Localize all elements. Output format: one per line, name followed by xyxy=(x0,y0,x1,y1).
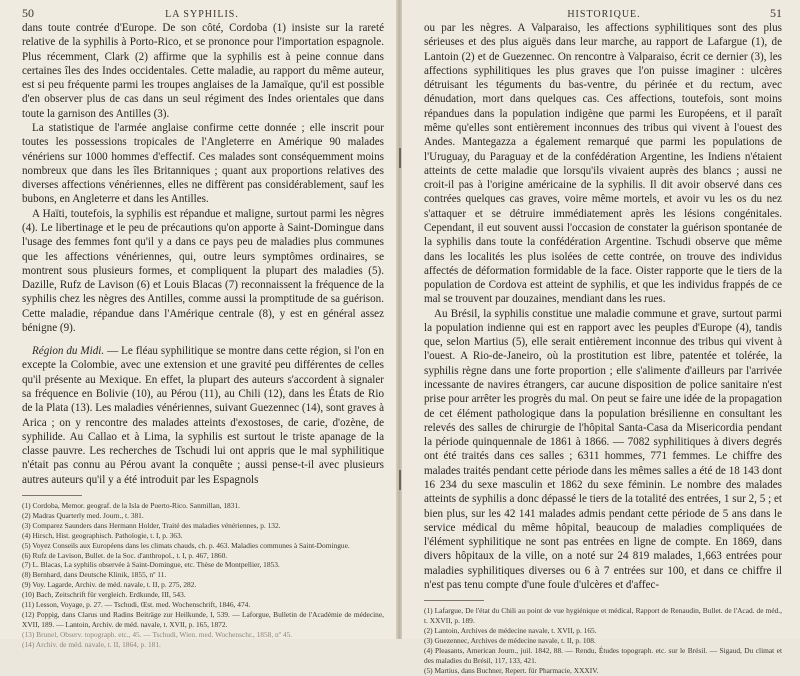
right-page-number: 51 xyxy=(769,6,782,20)
footnote: (7) L. Blacas, La syphilis observée à Saint-Domingue, etc. Thèse de Montpellier, 1853. xyxy=(22,560,280,570)
gutter-mark xyxy=(399,470,401,490)
footnote: (4) Pleasants, American Journ., juil. 1842, 88. — Rendu, Études topograph. etc. sur le Brésil. — Sigaud, Du climat et des maladies du Brésil, 117, 133, 421. xyxy=(424,645,782,665)
right-running-head xyxy=(424,6,782,20)
right-body xyxy=(424,21,782,592)
footnote: (3) Comparez Saunders dans Hermann Holder, Traité des maladies vénériennes, p. 132. xyxy=(22,520,281,530)
footnote: (10) Bach, Zeitschrift für vergleich. Erdkunde, III, 543. xyxy=(22,590,186,600)
footnote: (3) Guezennec, Archives de médecine navale, t. II, p. 108. xyxy=(424,635,596,645)
left-paragraph: dans toute contrée d'Europe. De son côté, Cordoba (1) insiste sur la rareté relative de la syphilis à Porto-Rico, et se prononce pour l'importation espagnole. Plus récemment, Clark (2) affirme que la syphilis est à peine connue dans certaines îles des Indes occidentales. Cette maladie, au rapport du même auteur, est si peu fréquente parmi les troupes anglaises de la Jamaïque, qu'il est possible d'en observer plus de cas dans un seul régiment des Indes orientales que dans toute la garnison des Antilles (3). xyxy=(22,22,384,120)
left-paragraph: La statistique de l'armée anglaise confirme cette donnée ; elle inscrit pour toutes les possessions tropicales de l'Angleterre en Amérique 90 malades vénériens sur 1000 hommes d'effectif. Ces malades sont conséquemment moins nombreux que dans les îles Britanniques ; quant aux proportions relatives des diverses affections vénériennes, elles ne diffèrent pas considérablement, sauf les bubons, en Angleterre et dans les Antilles. xyxy=(22,121,384,206)
left-page-number: 50 xyxy=(22,6,34,20)
left-page xyxy=(0,0,398,649)
footnote-rule xyxy=(22,495,82,496)
footnote: (8) Bernhard, dans Deutsche Klinik, 1855, nº 11. xyxy=(22,570,167,580)
section-rubric: Région du Midi. xyxy=(32,345,105,358)
footnote: (9) Voy. Lagarde, Archiv. de méd. navale, t. II, p. 275, 282. xyxy=(22,580,197,590)
footnote: (5) Martius, dans Buchner, Repert. für Pharmacie, XXXIV. xyxy=(424,665,599,675)
footnote: (6) Rufz de Lavison, Bullet. de la Soc. d'anthropol., t. I, p. 467, 1860. xyxy=(22,550,228,560)
footnote: (11) Lesson, Voyage, p. 27. — Tschudi, Œst. med. Wochenschrift, 1846, 474. xyxy=(22,600,251,610)
right-running-title: HISTORIQUE. xyxy=(567,9,641,20)
right-paragraph: Au Brésil, la syphilis constitue une maladie commune et grave, surtout parmi la population indienne qui est en rapport avec les peuples d'Europe (4), tandis que, selon Martius (5), elle serait entièrement inconnue des tribus qui vivent à l'ouest. A Rio-de-Janeiro, où la prostitution est libre, patentée et tolérée, la syphilis règne dans une forte proportion ; elle s'alimente d'ailleurs par l'arrivée incessante de navires étrangers, car aucune disposition de police sanitaire n'est prise pour arrêter les progrès du mal. On peut se faire une idée de la propagation de cet élément pathologique dans la population brésilienne en consultant les relevés des salles de chirurgie de l'hôpital Santa-Casa da Misericordia pendant la période quinquennale de 1861 à 1866. — 7082 syphilitiques à divers degrés ont été traités dans ces salles ; 6311 hommes, 771 femmes. Le chiffre des malades traités pendant cette période dans les mêmes salles a été de 18 143 dont 16 234 du sexe masculin et 1862 du sexe féminin. Le nombre des malades atteints de syphilis a donc dépassé le tiers de la totalité des entrées, 1 sur 2, 5 ; et bien plus, sur les 42 141 malades admis pendant cette période de 5 ans dans le service médical du même hôpital, beaucoup de maladies compliquées de l'élément syphilitique ne sont pas entrées en ligne de compte. En 1869, dans divers hôpitaux de la ville, on a noté sur 24 819 malades, 1,663 entrées pour maladies syphilitiques diverses ou 6 à 7 entrées sur 100, et dans ce chiffre il n'est pas tenu compte d'une foule d'ulcères et d'affec- xyxy=(424,307,782,591)
left-footnotes xyxy=(22,501,384,650)
footnote: (14) Archiv. de méd. navale, t. II, 1864, p. 181. xyxy=(22,639,161,649)
footnote: (2) Madras Quarterly med. Journ., t. 381. xyxy=(22,510,144,520)
footnote: (13) Brunel, Observ. topograph. etc., 45. — Tschudi, Wien. med. Wochenschr., 1858, nº 45. xyxy=(22,629,293,639)
left-running-head xyxy=(22,6,384,20)
footnote-rule xyxy=(424,600,484,601)
right-page xyxy=(402,0,800,675)
footnote: (1) Cordoba, Memor. geograf. de la Isla de Puerto-Rico. Sanmillan, 1831. xyxy=(22,501,240,510)
footnote: (12) Poppig, dans Clarus und Radins Beiträge zur Heilkunde, I, 539. — Laforgue, Bulletin de l'Académie de médecine, XVII, 189. — Lantoin, Archiv. de méd. navale, t. XVII, p. 165, 1872. xyxy=(22,609,384,629)
footnote: (2) Lantoin, Archives de médecine navale, t. XVII, p. 165. xyxy=(424,626,597,636)
gutter-mark xyxy=(399,148,401,168)
footnote: (4) Hirsch, Hist. geographisch. Pathologie, t. I, p. 363. xyxy=(22,530,183,540)
right-footnotes xyxy=(424,606,782,675)
left-paragraph: A Haïti, toutefois, la syphilis est répandue et maligne, surtout parmi les nègres (4). Le libertinage et le peu de précautions qu'on apporte à Saint-Domingue dans l'usage des femmes font qu'il y a dans ce pays peu de maladies plus communes que les affections vénériennes, qui, outre leurs symptômes ordinaires, se montrent sous plusieurs formes, et compliquent la plupart des maladies (5). Dazille, Rufz de Lavison (6) et Louis Blacas (7) reconnaissent la fréquence de la syphilis chez les nègres des Antilles, comme aussi la promptitude de sa guérison. Cette maladie, répandue dans l'Amérique centrale (8), y est en général assez bénigne (9). xyxy=(22,207,384,334)
footnote: (5) Voyez Conseils aux Européens dans les climats chauds, ch. p. 463. Maladies communes à Saint-Domingue. xyxy=(22,540,350,550)
left-body xyxy=(22,21,384,487)
section-text: — Le fléau syphilitique se montre dans cette région, si l'on en excepte la Colombie, avec une extension et une gravité peu différentes de celles qu'il présente au Mexique. En effet, la plupart des auteurs s'accordent à signaler sa fréquence en Bolivie (10), au Pérou (11), au Chili (12), dans les États de Rio de la Plata (13). Les maladies vénériennes, suivant Guezennec (14), sont graves à Arica ; on y rencontre des malades atteints d'exostoses, de carie, d'ozène, de syphilide. Au Callao et à Lima, la syphilis est surtout le triste apanage de la classe pauvre. Les recherches de Tschudi lui ont appris que le mal syphilitique n'était pas connu au Pérou avant la conquête ; aussi pense-t-il avec plusieurs autres auteurs qu'il y a été introduit par les Espagnols xyxy=(22,345,385,486)
footnote: (1) Lafargue, De l'état du Chili au point de vue hygiénique et médical, Rapport de Renaudin, Bullet. de l'Acad. de méd., t. XXVII, p. 189. xyxy=(424,606,782,626)
section-paragraph-midi xyxy=(22,344,384,487)
left-running-title: LA SYPHILIS. xyxy=(165,9,239,20)
right-paragraph: ou par les nègres. A Valparaiso, les affections syphilitiques sont des plus sérieuses et des plus aiguës dans leur marche, au rapport de Lafargue (1), de Lantoin (2) et de Guezennec. On rencontre à Valparaiso, écrit ce dernier (3), les affections syphilitiques les plus graves que l'on puisse imaginer : ulcères détruisant les téguments du bas-ventre, du périnée et du rectum, avec dénudation, mort dans quelques cas. Ces affections, toutefois, sont moins répandues dans la population indigène que parmi les Européens, et il paraît même qu'elles sont entièrement inconnues des tribus qui vivent à l'ouest des Andes. Mantegazza a également remarqué que parmi les populations de l'Uruguay, du Paraguay et de la confédération Argentine, les Indiens n'étaient atteints de cette maladie que lorsqu'ils vivaient auprès des blancs ; aussi ne croit-il pas à l'origine américaine de la syphilis. Il dit avoir observé dans ces contrées quelques cas graves, voire même mortels, et avoir vu les os du nez s'attaquer et se détruire immédiatement après les lésions congénitales. Cependant, il eut souvent aussi l'occasion de constater la guérison spontanée de la syphilis dans toute la confédération Argentine. Tschudi observe que même dans les localités les plus isolées de cette contrée, on trouve des individus affectés de déformation formidable de la face. Oister rapporte que le tiers de la population de Cordova est atteint de syphilis, et que les individus frappés de ce mal se trouvent par douzaines, mendiant dans les rues. xyxy=(424,22,782,306)
